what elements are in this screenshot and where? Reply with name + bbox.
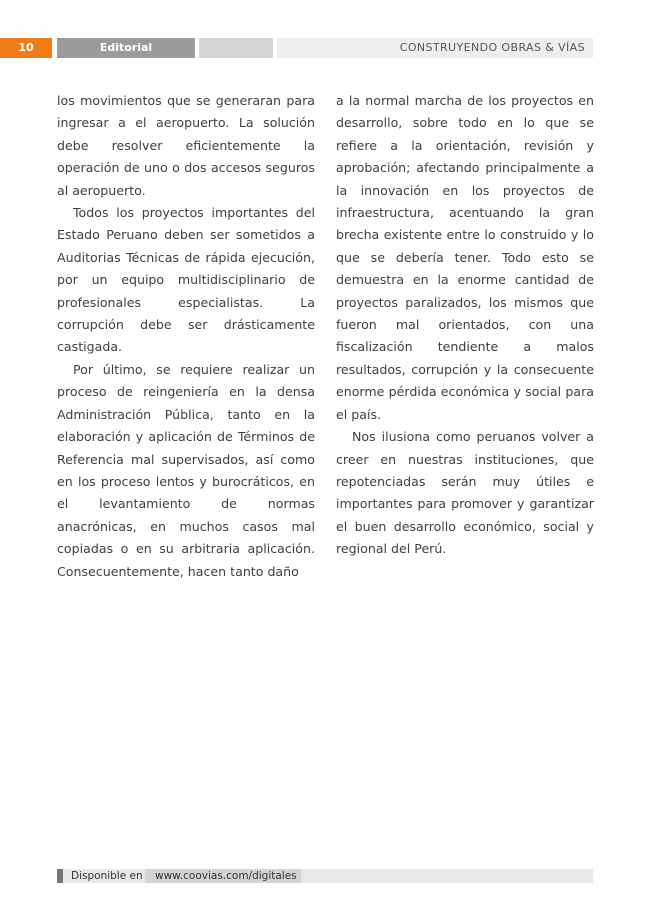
footer-marker [57, 869, 63, 883]
paragraph: Nos ilusiona como peruanos volver a creer en nuestras instituciones, que repotenciadas serán muy útiles e importantes para promover y garantizar el buen desarrollo económico, social y regional del Perú. [336, 429, 594, 557]
publication-title: CONSTRUYENDO OBRAS & VÍAS [277, 38, 593, 58]
article-column-right [336, 90, 594, 561]
page-header [0, 38, 650, 58]
footer-label: Disponible en [71, 870, 143, 882]
footer-website-link[interactable]: www.coovias.com/digitales [155, 870, 297, 882]
page-footer [57, 869, 593, 883]
paragraph: Todos los proyectos importantes del Estado Peruano deben ser sometidos a Auditorias Técnicas de rápida ejecución, por un equipo multidisciplinario de profesionales especialistas. La corrupción debe ser drásticamente castigada. [57, 205, 315, 355]
paragraph: Por último, se requiere realizar un proceso de reingeniería en la densa Administración Pública, tanto en la elaboración y aplicación de Términos de Referencia mal supervisados, así como en los proceso lentos y burocráticos, en el levantamiento de normas anacrónicas, en muchos casos mal copiadas o en su arbitraria aplicación. Consecuentemente, hacen tanto daño [57, 361, 315, 579]
page-number: 10 [0, 38, 52, 58]
header-spacer-tab [199, 38, 273, 58]
article-column-left [57, 90, 315, 583]
section-label: Editorial [57, 38, 195, 58]
paragraph: los movimientos que se generaran para ingresar a el aeropuerto. La solución debe resolver eficientemente la operación de uno o dos accesos seguros al aeropuerto. [57, 93, 315, 198]
paragraph: a la normal marcha de los proyectos en desarrollo, sobre todo en lo que se refiere a la orientación, revisión y aprobación; afectando principalmente a la innovación en los proyectos de infraestructura, acentuando la gran brecha existente entre lo construido y lo que se debería tener. Todo esto se demuestra en la enorme cantidad de proyectos paralizados, los mismos que fueron mal orientados, con una fiscalización tendiente a malos resultados, corrupción y la consecuente enorme pérdida económica y social para el país. [336, 93, 594, 422]
